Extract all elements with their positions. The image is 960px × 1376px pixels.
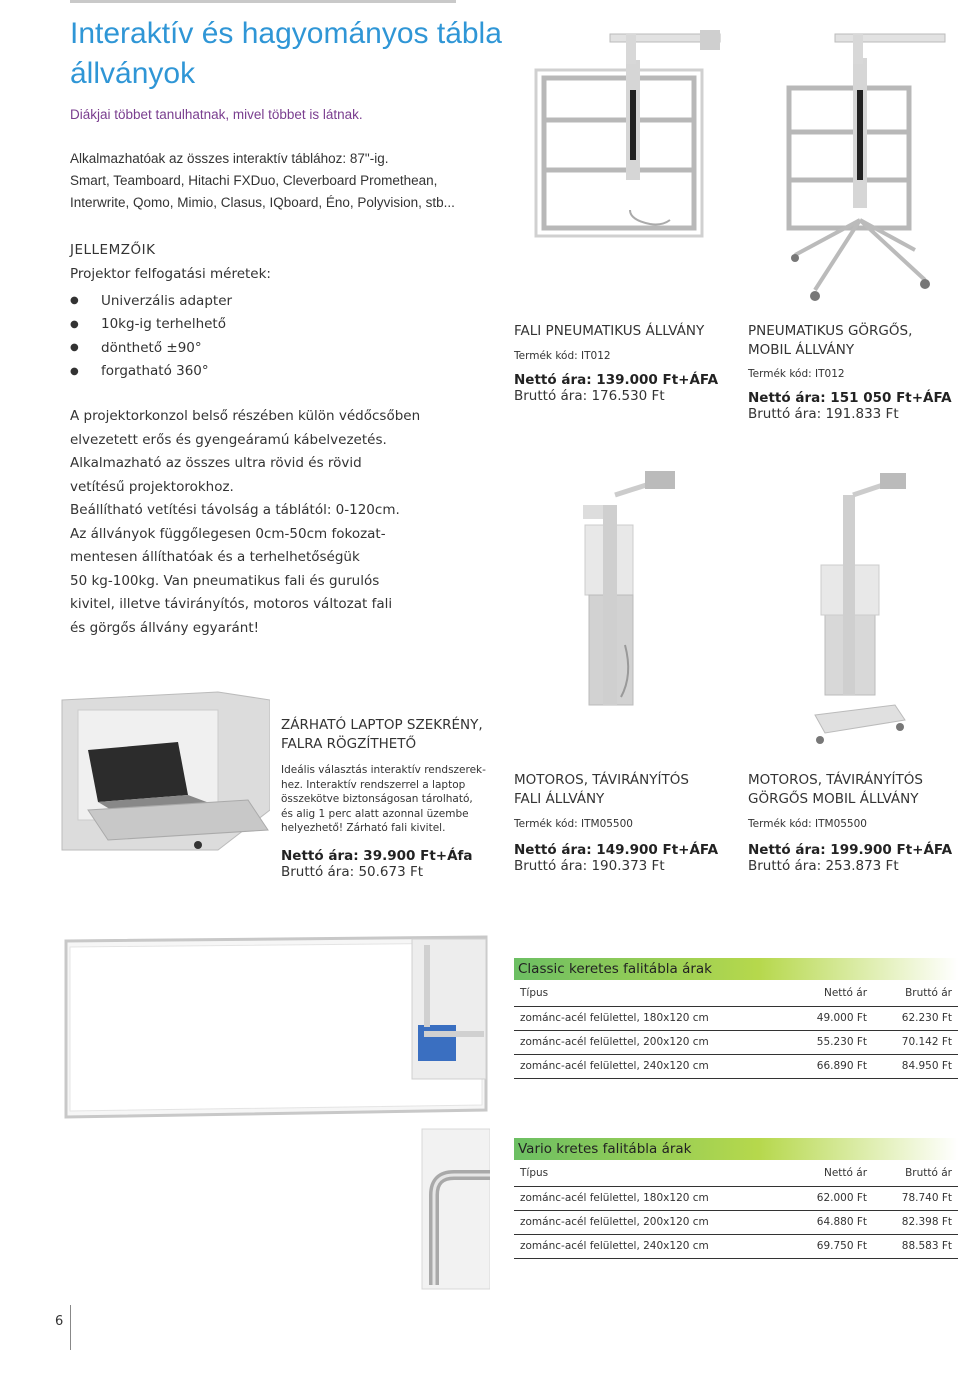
top-rule [70, 0, 456, 3]
whiteboard-image [62, 935, 490, 1120]
bullet-icon: ● [70, 318, 79, 330]
gross-price: Bruttó ára: 191.833 Ft [748, 406, 899, 422]
table-header-row: Típus Nettó ár Bruttó ár [514, 980, 958, 1006]
table-row: zománc-acél felülettel, 180x120 cm 49.000 Ft 62.230 Ft [514, 1006, 958, 1030]
product-mobile-pneumatic [748, 322, 958, 422]
product-motor-mobile [748, 771, 958, 874]
table-title: Vario kretes falitábla árak [514, 1138, 958, 1160]
intro-line: Smart, Teamboard, Hitachi FXDuo, Cleverboard Promethean, [70, 173, 438, 188]
table-row: zománc-acél felülettel, 240x120 cm 69.750 Ft 88.583 Ft [514, 1234, 958, 1258]
product-description: Ideális választás interaktív rendszerek- hez. Interaktív rendszerrel a laptop összekötve biztonságosan tárolható, és alig 1 perc alatt azonnal üzembe helyezhető! Zárható fali kivitel. [281, 764, 486, 834]
intro-line: Interwrite, Qomo, Mimio, Clasus, IQboard, Éno, Polyvision, stb... [70, 195, 455, 210]
features-heading: JELLEMZŐIK [70, 242, 156, 258]
table-row: zománc-acél felülettel, 200x120 cm 55.230 Ft 70.142 Ft [514, 1030, 958, 1054]
product-code: Termék kód: IT012 [514, 350, 611, 362]
page-title: Interaktív és hagyományos tábla állványok [70, 17, 502, 90]
product-code: Termék kód: ITM05500 [748, 818, 867, 830]
product-name: MOBIL ÁLLVÁNY [748, 342, 855, 358]
product-name: PNEUMATIKUS GÖRGŐS, [748, 323, 913, 339]
list-item: ● Univerzális adapter [70, 292, 233, 309]
features-description: A projektorkonzol belső részében külön védőcsőben elvezetett erős és gyengeáramú kábelvezetés. Alkalmazható az összes ultra rövid és rövid vetítésű projektorokhoz. Beállítható vetítési távolság a táblától: 0-120cm. Az állványok függőlegesen 0cm-50cm fokozat- mentesen állíthatóak és a terhelhetőségük 50 kg-100kg. Van pneumatikus fali és gurulós kivitel, illetve távirányítós, motoros változat fali és görgős állvány egyaránt! [70, 408, 421, 636]
wall-pneumatic-stand-image [530, 20, 730, 245]
table-title: Classic keretes falitábla árak [514, 958, 958, 980]
bullet-icon: ● [70, 295, 79, 307]
gross-price: Bruttó ára: 50.673 Ft [281, 863, 424, 880]
net-price: Nettó ára: 149.900 Ft+ÁFA [514, 842, 719, 858]
mobile-pneumatic-stand-image [775, 20, 960, 310]
motor-wall-stand-image [575, 465, 725, 720]
product-name: GÖRGŐS MOBIL ÁLLVÁNY [748, 791, 919, 807]
table-row: zománc-acél felülettel, 200x120 cm 64.880 Ft 82.398 Ft [514, 1210, 958, 1234]
product-code: Termék kód: IT012 [748, 368, 845, 380]
product-motor-wall [514, 771, 734, 874]
bullet-icon: ● [70, 365, 79, 377]
net-price: Nettó ára: 139.000 Ft+ÁFA [514, 372, 719, 388]
intro-text [70, 148, 500, 214]
product-code: Termék kód: ITM05500 [514, 818, 633, 830]
product-laptop-cabinet [281, 716, 501, 880]
product-name: FALI ÁLLVÁNY [514, 791, 605, 807]
intro-line: Alkalmazhatóak az összes interaktív táblához: 87"-ig. [70, 151, 389, 166]
list-item: ● 10kg-ig terhelhető [70, 316, 226, 333]
product-name: FALI PNEUMATIKUS ÁLLVÁNY [514, 323, 705, 339]
list-item: ● forgatható 360° [70, 363, 209, 380]
product-name: ZÁRHATÓ LAPTOP SZEKRÉNY, [281, 717, 483, 733]
gross-price: Bruttó ára: 176.530 Ft [514, 388, 665, 404]
list-item: ● dönthető ±90° [70, 339, 202, 356]
product-wall-pneumatic [514, 322, 734, 404]
table-header-row: Típus Nettó ár Bruttó ár [514, 1160, 958, 1186]
net-price: Nettó ára: 199.900 Ft+ÁFA [748, 842, 953, 858]
features-list [70, 289, 232, 383]
features-subheading: Projektor felfogatási méretek: [70, 266, 271, 282]
bullet-icon: ● [70, 342, 79, 354]
classic-price-table [514, 958, 958, 1079]
vario-whiteboard-image [62, 1125, 490, 1290]
product-name: MOTOROS, TÁVIRÁNYÍTÓS [514, 772, 689, 788]
page-number: 6 [55, 1314, 64, 1329]
net-price: Nettó ára: 39.900 Ft+Áfa [281, 847, 473, 864]
product-name: FALRA RÖGZÍTHETŐ [281, 736, 417, 752]
motor-mobile-stand-image [795, 465, 910, 755]
page-divider [70, 1305, 71, 1350]
vario-price-table [514, 1138, 958, 1259]
table-row: zománc-acél felülettel, 180x120 cm 62.000 Ft 78.740 Ft [514, 1186, 958, 1210]
gross-price: Bruttó ára: 253.873 Ft [748, 858, 899, 874]
gross-price: Bruttó ára: 190.373 Ft [514, 858, 665, 874]
laptop-cabinet-image [58, 690, 270, 865]
table-row: zománc-acél felülettel, 240x120 cm 66.890 Ft 84.950 Ft [514, 1054, 958, 1078]
net-price: Nettó ára: 151 050 Ft+ÁFA [748, 390, 952, 406]
product-name: MOTOROS, TÁVIRÁNYÍTÓS [748, 772, 923, 788]
page-subtitle: Diákjai többet tanulhatnak, mivel többet is látnak. [70, 107, 363, 122]
